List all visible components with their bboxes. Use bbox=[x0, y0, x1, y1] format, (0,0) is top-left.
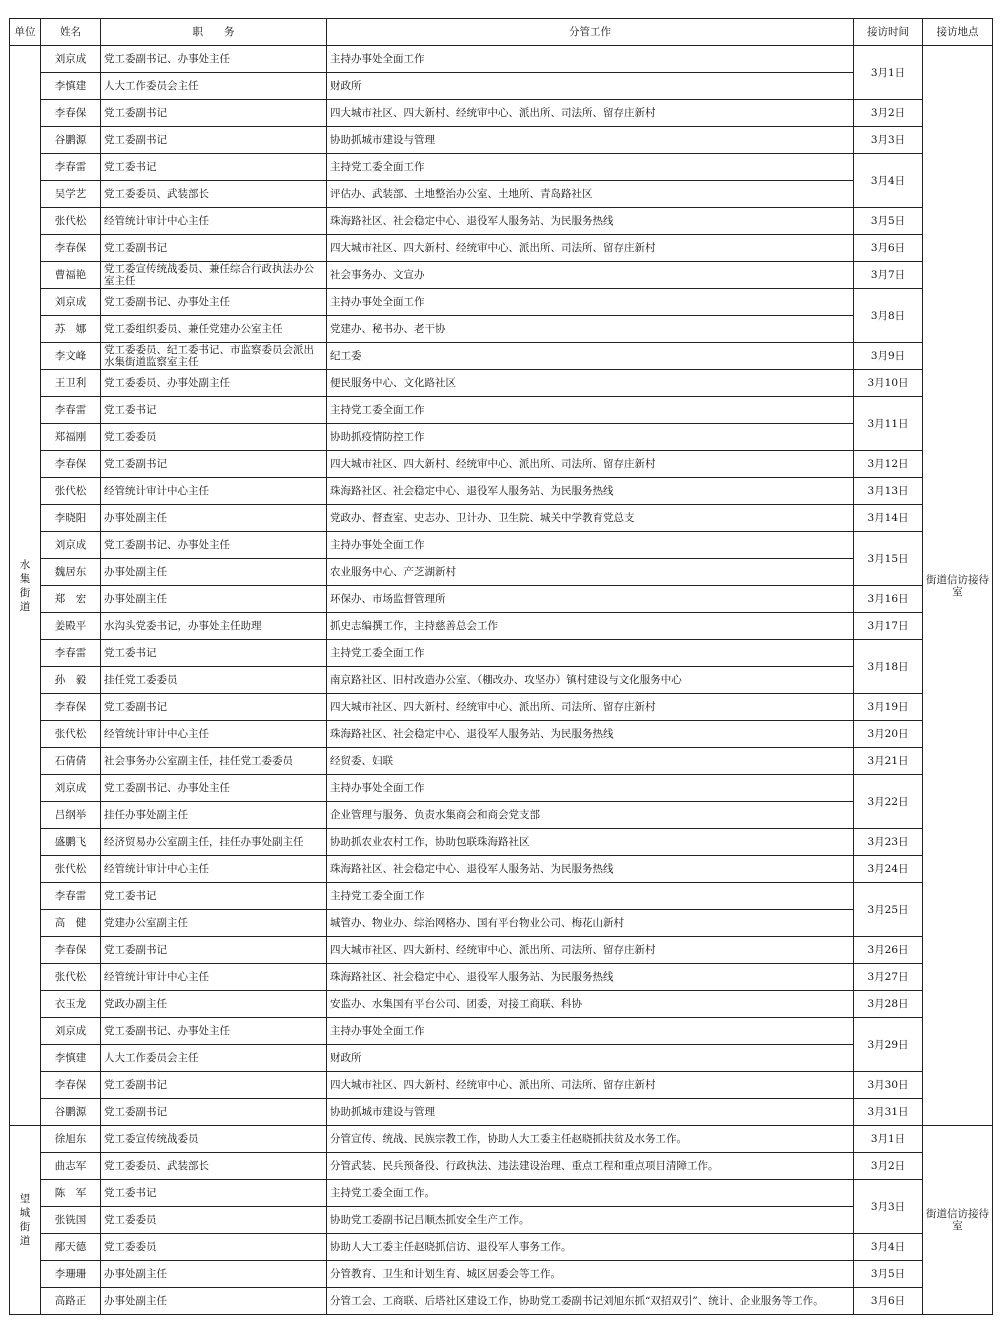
table-row bbox=[10, 478, 993, 505]
time-cell: 3月20日 bbox=[854, 721, 923, 748]
time-cell: 3月7日 bbox=[854, 262, 923, 289]
name-cell: 吴学艺 bbox=[41, 181, 101, 208]
table-row bbox=[10, 829, 993, 856]
work-cell: 四大城市社区、四大新村、经统审中心、派出所、司法所、留存庄新村 bbox=[327, 451, 854, 478]
time-cell: 3月14日 bbox=[854, 505, 923, 532]
table-row bbox=[10, 73, 993, 100]
time-cell: 3月4日 bbox=[854, 154, 923, 208]
position-cell: 党工委副书记 bbox=[101, 100, 327, 127]
work-cell: 四大城市社区、四大新村、经统审中心、派出所、司法所、留存庄新村 bbox=[327, 1072, 854, 1099]
position-cell: 挂任办事处副主任 bbox=[101, 802, 327, 829]
name-cell: 衣玉龙 bbox=[41, 991, 101, 1018]
position-cell: 经济贸易办公室副主任，挂任办事处副主任 bbox=[101, 829, 327, 856]
name-cell: 李春雷 bbox=[41, 397, 101, 424]
position-cell: 经管统计审计中心主任 bbox=[101, 856, 327, 883]
name-cell: 李春保 bbox=[41, 694, 101, 721]
position-cell: 党工委副书记 bbox=[101, 451, 327, 478]
position-cell: 党政办副主任 bbox=[101, 991, 327, 1018]
name-cell: 谷鹏源 bbox=[41, 1099, 101, 1126]
table-row bbox=[10, 46, 993, 73]
position-cell: 人大工作委员会主任 bbox=[101, 1045, 327, 1072]
name-cell: 李春保 bbox=[41, 1072, 101, 1099]
work-cell: 党建办、秘书办、老干协 bbox=[327, 316, 854, 343]
position-cell: 经管统计审计中心主任 bbox=[101, 964, 327, 991]
position-cell: 党建办公室副主任 bbox=[101, 910, 327, 937]
position-cell: 经管统计审计中心主任 bbox=[101, 478, 327, 505]
work-cell: 主持党工委全面工作 bbox=[327, 883, 854, 910]
table-row bbox=[10, 1153, 993, 1180]
work-cell: 珠海路社区、社会稳定中心、退役军人服务站、为民服务热线 bbox=[327, 478, 854, 505]
name-cell: 魏居东 bbox=[41, 559, 101, 586]
work-cell: 便民服务中心、文化路社区 bbox=[327, 370, 854, 397]
position-cell: 党工委组织委员、兼任党建办公室主任 bbox=[101, 316, 327, 343]
work-cell: 珠海路社区、社会稳定中心、退役军人服务站、为民服务热线 bbox=[327, 208, 854, 235]
table-row bbox=[10, 802, 993, 829]
name-cell: 李春保 bbox=[41, 235, 101, 262]
work-cell: 四大城市社区、四大新村、经统审中心、派出所、司法所、留存庄新村 bbox=[327, 694, 854, 721]
table-row bbox=[10, 1126, 993, 1153]
name-cell: 李春保 bbox=[41, 937, 101, 964]
position-cell: 党工委委员、纪工委书记、市监察委员会派出水集街道监察室主任 bbox=[101, 343, 327, 370]
position-cell: 党工委书记 bbox=[101, 154, 327, 181]
position-cell: 党工委委员 bbox=[101, 1207, 327, 1234]
time-cell: 3月25日 bbox=[854, 883, 923, 937]
header-name: 姓名 bbox=[41, 19, 101, 46]
name-cell: 石倩倩 bbox=[41, 748, 101, 775]
time-cell: 3月3日 bbox=[854, 127, 923, 154]
time-cell: 3月19日 bbox=[854, 694, 923, 721]
work-cell: 协助抓城市建设与管理 bbox=[327, 1099, 854, 1126]
table-row bbox=[10, 127, 993, 154]
name-cell: 苏 娜 bbox=[41, 316, 101, 343]
work-cell: 主持办事处全面工作 bbox=[327, 1018, 854, 1045]
work-cell: 主持办事处全面工作 bbox=[327, 46, 854, 73]
work-cell: 主持办事处全面工作 bbox=[327, 289, 854, 316]
work-cell: 南京路社区、旧村改造办公室、（棚改办、攻坚办）镇村建设与文化服务中心 bbox=[327, 667, 854, 694]
work-cell: 抓史志编撰工作，主持慈善总会工作 bbox=[327, 613, 854, 640]
position-cell: 党工委委员 bbox=[101, 1234, 327, 1261]
work-cell: 协助抓农业农村工作，协助包联珠海路社区 bbox=[327, 829, 854, 856]
work-cell: 协助抓疫情防控工作 bbox=[327, 424, 854, 451]
work-cell: 主持党工委全面工作。 bbox=[327, 1180, 854, 1207]
position-cell: 党工委书记 bbox=[101, 397, 327, 424]
header-row bbox=[10, 19, 993, 46]
time-cell: 3月17日 bbox=[854, 613, 923, 640]
table-row bbox=[10, 1018, 993, 1045]
position-cell: 党工委委员、武装部长 bbox=[101, 1153, 327, 1180]
name-cell: 张代松 bbox=[41, 721, 101, 748]
time-cell: 3月13日 bbox=[854, 478, 923, 505]
table-row bbox=[10, 1045, 993, 1072]
position-cell: 办事处副主任 bbox=[101, 586, 327, 613]
header-place: 接访地点 bbox=[923, 19, 993, 46]
name-cell: 高 健 bbox=[41, 910, 101, 937]
table-row bbox=[10, 667, 993, 694]
work-cell: 主持党工委全面工作 bbox=[327, 640, 854, 667]
table-row bbox=[10, 181, 993, 208]
name-cell: 刘京成 bbox=[41, 46, 101, 73]
position-cell: 社会事务办公室副主任，挂任党工委委员 bbox=[101, 748, 327, 775]
time-cell: 3月5日 bbox=[854, 1261, 923, 1288]
name-cell: 张铣国 bbox=[41, 1207, 101, 1234]
name-cell: 李春保 bbox=[41, 100, 101, 127]
name-cell: 孙 毅 bbox=[41, 667, 101, 694]
place-cell: 街道信访接待室 bbox=[923, 46, 993, 1126]
table-row bbox=[10, 532, 993, 559]
table-row bbox=[10, 100, 993, 127]
header-position: 职 务 bbox=[101, 19, 327, 46]
work-cell: 协助抓城市建设与管理 bbox=[327, 127, 854, 154]
name-cell: 盛鹏飞 bbox=[41, 829, 101, 856]
table-row bbox=[10, 883, 993, 910]
name-cell: 李慎建 bbox=[41, 73, 101, 100]
name-cell: 李晓阳 bbox=[41, 505, 101, 532]
table-row bbox=[10, 343, 993, 370]
name-cell: 曲志军 bbox=[41, 1153, 101, 1180]
work-cell: 城管办、物业办、综治网格办、国有平台物业公司、梅花山新村 bbox=[327, 910, 854, 937]
table-row bbox=[10, 1207, 993, 1234]
work-cell: 分管宣传、统战、民族宗教工作，协助人大工委主任赵晓抓扶贫及水务工作。 bbox=[327, 1126, 854, 1153]
time-cell: 3月10日 bbox=[854, 370, 923, 397]
time-cell: 3月2日 bbox=[854, 1153, 923, 1180]
name-cell: 李春雷 bbox=[41, 640, 101, 667]
table-row bbox=[10, 721, 993, 748]
time-cell: 3月12日 bbox=[854, 451, 923, 478]
table-row bbox=[10, 1234, 993, 1261]
work-cell: 评估办、武装部、土地整治办公室、土地所、青岛路社区 bbox=[327, 181, 854, 208]
name-cell: 张代松 bbox=[41, 478, 101, 505]
unit-label: 水集街道 bbox=[19, 558, 31, 613]
work-cell: 协助人大工委主任赵晓抓信访、退役军人事务工作。 bbox=[327, 1234, 854, 1261]
work-cell: 主持办事处全面工作 bbox=[327, 532, 854, 559]
position-cell: 党工委副书记 bbox=[101, 937, 327, 964]
schedule-body bbox=[10, 46, 993, 1315]
position-cell: 办事处副主任 bbox=[101, 1288, 327, 1315]
work-cell: 珠海路社区、社会稳定中心、退役军人服务站、为民服务热线 bbox=[327, 721, 854, 748]
time-cell: 3月16日 bbox=[854, 586, 923, 613]
time-cell: 3月3日 bbox=[854, 1180, 923, 1234]
table-row bbox=[10, 262, 993, 289]
name-cell: 陈 军 bbox=[41, 1180, 101, 1207]
time-cell: 3月15日 bbox=[854, 532, 923, 586]
work-cell: 协助党工委副书记吕顺杰抓安全生产工作。 bbox=[327, 1207, 854, 1234]
position-cell: 党工委委员、武装部长 bbox=[101, 181, 327, 208]
time-cell: 3月5日 bbox=[854, 208, 923, 235]
work-cell: 纪工委 bbox=[327, 343, 854, 370]
table-row bbox=[10, 1072, 993, 1099]
time-cell: 3月31日 bbox=[854, 1099, 923, 1126]
table-row bbox=[10, 1288, 993, 1315]
schedule-table-wrap bbox=[9, 18, 993, 1315]
time-cell: 3月29日 bbox=[854, 1018, 923, 1072]
name-cell: 刘京成 bbox=[41, 532, 101, 559]
position-cell: 党工委委员、办事处副主任 bbox=[101, 370, 327, 397]
time-cell: 3月4日 bbox=[854, 1234, 923, 1261]
position-cell: 挂任党工委委员 bbox=[101, 667, 327, 694]
unit-label: 望城街道 bbox=[19, 1193, 31, 1247]
position-cell: 党工委副书记 bbox=[101, 235, 327, 262]
table-row bbox=[10, 937, 993, 964]
position-cell: 办事处副主任 bbox=[101, 1261, 327, 1288]
name-cell: 张代松 bbox=[41, 208, 101, 235]
reception-schedule-table bbox=[9, 18, 993, 1315]
position-cell: 党工委副书记 bbox=[101, 694, 327, 721]
name-cell: 刘京成 bbox=[41, 1018, 101, 1045]
time-cell: 3月11日 bbox=[854, 397, 923, 451]
name-cell: 徐旭东 bbox=[41, 1126, 101, 1153]
table-row bbox=[10, 559, 993, 586]
work-cell: 财政所 bbox=[327, 73, 854, 100]
table-row bbox=[10, 424, 993, 451]
header-time: 接访时间 bbox=[854, 19, 923, 46]
name-cell: 郑福刚 bbox=[41, 424, 101, 451]
position-cell: 人大工作委员会主任 bbox=[101, 73, 327, 100]
name-cell: 姜殿平 bbox=[41, 613, 101, 640]
name-cell: 张代松 bbox=[41, 964, 101, 991]
position-cell: 党工委副书记、办事处主任 bbox=[101, 775, 327, 802]
table-row bbox=[10, 397, 993, 424]
work-cell: 分管工会、工商联、后塔社区建设工作，协助党工委副书记刘旭东抓“双招双引”、统计、企业服务等工作。 bbox=[327, 1288, 854, 1315]
name-cell: 李春雷 bbox=[41, 154, 101, 181]
table-row bbox=[10, 910, 993, 937]
table-row bbox=[10, 775, 993, 802]
work-cell: 分管武装、民兵预备役、行政执法、违法建设治理、重点工程和重点项目清障工作。 bbox=[327, 1153, 854, 1180]
name-cell: 郑 宏 bbox=[41, 586, 101, 613]
position-cell: 办事处副主任 bbox=[101, 505, 327, 532]
name-cell: 李春保 bbox=[41, 451, 101, 478]
header-work: 分管工作 bbox=[327, 19, 854, 46]
time-cell: 3月22日 bbox=[854, 775, 923, 829]
time-cell: 3月2日 bbox=[854, 100, 923, 127]
name-cell: 张代松 bbox=[41, 856, 101, 883]
work-cell: 四大城市社区、四大新村、经统审中心、派出所、司法所、留存庄新村 bbox=[327, 100, 854, 127]
name-cell: 李文峰 bbox=[41, 343, 101, 370]
name-cell: 李慎建 bbox=[41, 1045, 101, 1072]
time-cell: 3月28日 bbox=[854, 991, 923, 1018]
work-cell: 党政办、督查室、史志办、卫计办、卫生院、城关中学教育党总支 bbox=[327, 505, 854, 532]
name-cell: 吕纲举 bbox=[41, 802, 101, 829]
time-cell: 3月8日 bbox=[854, 289, 923, 343]
table-row bbox=[10, 586, 993, 613]
name-cell: 邴天德 bbox=[41, 1234, 101, 1261]
work-cell: 主持办事处全面工作 bbox=[327, 775, 854, 802]
time-cell: 3月6日 bbox=[854, 1288, 923, 1315]
position-cell: 党工委副书记、办事处主任 bbox=[101, 532, 327, 559]
work-cell: 分管教育、卫生和计划生育、城区居委会等工作。 bbox=[327, 1261, 854, 1288]
position-cell: 党工委书记 bbox=[101, 640, 327, 667]
time-cell: 3月21日 bbox=[854, 748, 923, 775]
position-cell: 水沟头党委书记，办事处主任助理 bbox=[101, 613, 327, 640]
position-cell: 经管统计审计中心主任 bbox=[101, 208, 327, 235]
table-row bbox=[10, 289, 993, 316]
unit-cell bbox=[10, 46, 41, 1126]
time-cell: 3月18日 bbox=[854, 640, 923, 694]
position-cell: 党工委副书记、办事处主任 bbox=[101, 46, 327, 73]
position-cell: 党工委副书记 bbox=[101, 1099, 327, 1126]
table-row bbox=[10, 613, 993, 640]
name-cell: 刘京成 bbox=[41, 289, 101, 316]
place-cell: 街道信访接待室 bbox=[923, 1126, 993, 1315]
work-cell: 企业管理与服务、负责水集商会和商会党支部 bbox=[327, 802, 854, 829]
position-cell: 党工委书记 bbox=[101, 1180, 327, 1207]
name-cell: 王卫利 bbox=[41, 370, 101, 397]
name-cell: 李珊珊 bbox=[41, 1261, 101, 1288]
table-row bbox=[10, 316, 993, 343]
position-cell: 党工委委员 bbox=[101, 424, 327, 451]
work-cell: 财政所 bbox=[327, 1045, 854, 1072]
position-cell: 办事处副主任 bbox=[101, 559, 327, 586]
table-row bbox=[10, 505, 993, 532]
time-cell: 3月30日 bbox=[854, 1072, 923, 1099]
time-cell: 3月23日 bbox=[854, 829, 923, 856]
name-cell: 李春雷 bbox=[41, 883, 101, 910]
table-row bbox=[10, 694, 993, 721]
table-row bbox=[10, 1261, 993, 1288]
table-row bbox=[10, 370, 993, 397]
table-row bbox=[10, 964, 993, 991]
position-cell: 党工委宣传统战委员、兼任综合行政执法办公室主任 bbox=[101, 262, 327, 289]
position-cell: 党工委副书记、办事处主任 bbox=[101, 289, 327, 316]
name-cell: 曹福艳 bbox=[41, 262, 101, 289]
table-row bbox=[10, 991, 993, 1018]
name-cell: 谷鹏源 bbox=[41, 127, 101, 154]
time-cell: 3月1日 bbox=[854, 1126, 923, 1153]
time-cell: 3月24日 bbox=[854, 856, 923, 883]
table-row bbox=[10, 1180, 993, 1207]
work-cell: 环保办、市场监督管理所 bbox=[327, 586, 854, 613]
position-cell: 党工委副书记 bbox=[101, 1072, 327, 1099]
time-cell: 3月1日 bbox=[854, 46, 923, 100]
unit-cell bbox=[10, 1126, 41, 1315]
table-row bbox=[10, 208, 993, 235]
position-cell: 党工委副书记、办事处主任 bbox=[101, 1018, 327, 1045]
work-cell: 四大城市社区、四大新村、经统审中心、派出所、司法所、留存庄新村 bbox=[327, 235, 854, 262]
table-row bbox=[10, 640, 993, 667]
table-row bbox=[10, 154, 993, 181]
position-cell: 经管统计审计中心主任 bbox=[101, 721, 327, 748]
position-cell: 党工委副书记 bbox=[101, 127, 327, 154]
work-cell: 四大城市社区、四大新村、经统审中心、派出所、司法所、留存庄新村 bbox=[327, 937, 854, 964]
work-cell: 主持党工委全面工作 bbox=[327, 154, 854, 181]
position-cell: 党工委宣传统战委员 bbox=[101, 1126, 327, 1153]
header-unit: 单位 bbox=[10, 19, 41, 46]
table-row bbox=[10, 1099, 993, 1126]
work-cell: 社会事务办、文宣办 bbox=[327, 262, 854, 289]
time-cell: 3月26日 bbox=[854, 937, 923, 964]
time-cell: 3月9日 bbox=[854, 343, 923, 370]
name-cell: 刘京成 bbox=[41, 775, 101, 802]
work-cell: 农业服务中心、产芝湖新村 bbox=[327, 559, 854, 586]
table-row bbox=[10, 856, 993, 883]
table-row bbox=[10, 451, 993, 478]
work-cell: 主持党工委全面工作 bbox=[327, 397, 854, 424]
work-cell: 经贸委、妇联 bbox=[327, 748, 854, 775]
work-cell: 珠海路社区、社会稳定中心、退役军人服务站、为民服务热线 bbox=[327, 856, 854, 883]
time-cell: 3月27日 bbox=[854, 964, 923, 991]
table-row bbox=[10, 235, 993, 262]
time-cell: 3月6日 bbox=[854, 235, 923, 262]
work-cell: 珠海路社区、社会稳定中心、退役军人服务站、为民服务热线 bbox=[327, 964, 854, 991]
position-cell: 党工委书记 bbox=[101, 883, 327, 910]
table-row bbox=[10, 748, 993, 775]
work-cell: 安监办、水集国有平台公司、团委，对接工商联、科协 bbox=[327, 991, 854, 1018]
name-cell: 高路正 bbox=[41, 1288, 101, 1315]
